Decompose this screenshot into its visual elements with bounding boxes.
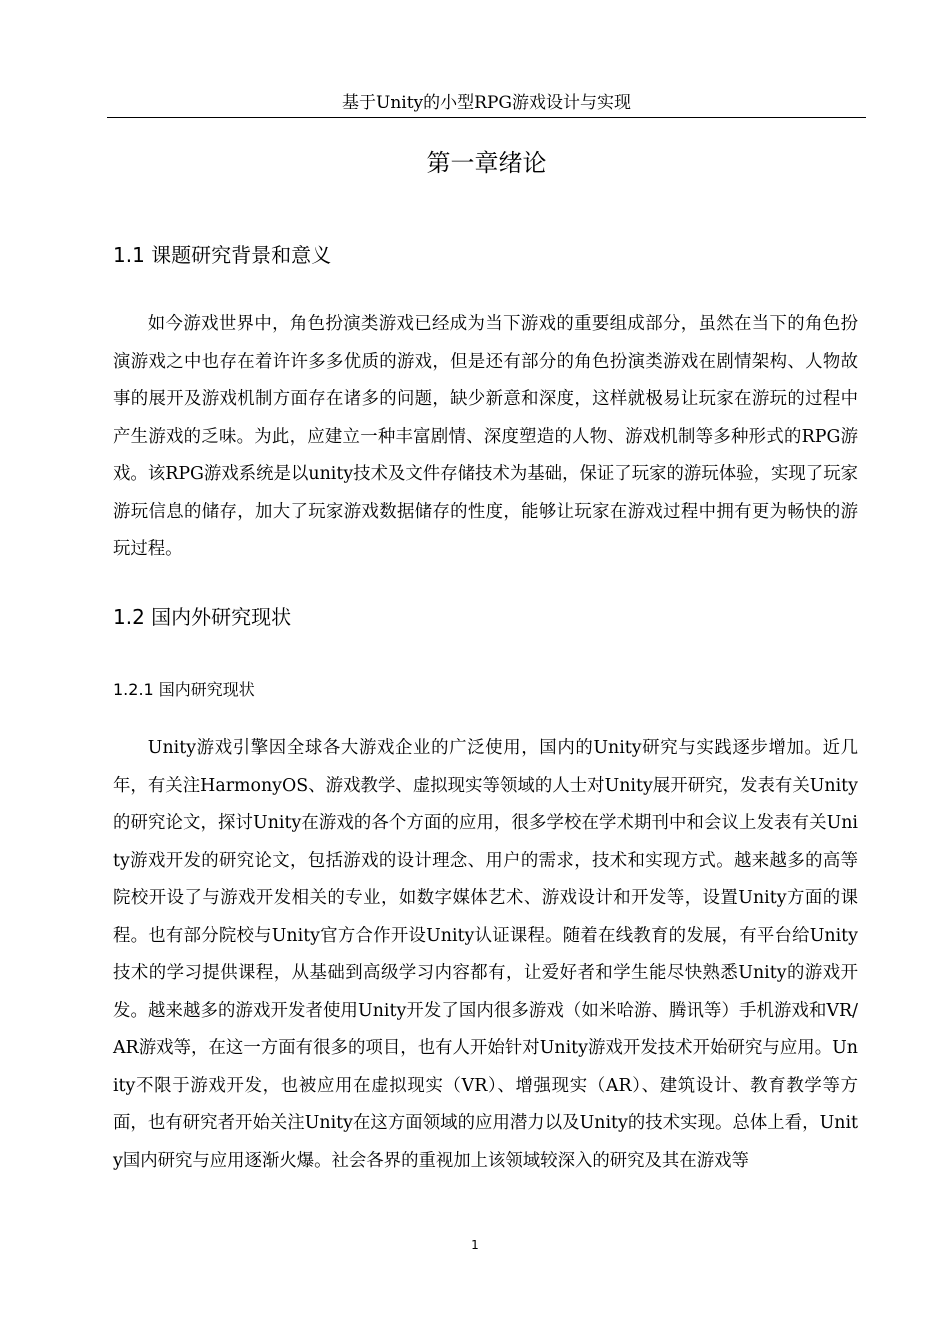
- section-1-1-paragraph: 如今游戏世界中，角色扮演类游戏已经成为当下游戏的重要组成部分，虽然在当下的角色扮演游戏之中也存在着许许多多优质的游戏，但是还有部分的角色扮演类游戏在剧情架构、人物故事的展开及游戏机制方面存在诸多的问题，缺少新意和深度，这样就极易让玩家在游玩的过程中产生游戏的乏味。为此，应建立一种丰富剧情、深度塑造的人物、游戏机制等多种形式的RPG游戏。该RPG游戏系统是以unity技术及文件存储技术为基础，保证了玩家的游玩体验，实现了玩家游玩信息的储存，加大了玩家游戏数据储存的性度，能够让玩家在游戏过程中拥有更为畅快的游玩过程。: [113, 314, 858, 559]
- header-divider: [107, 117, 866, 118]
- section-heading-1-2-1: 1.2.1 国内研究现状: [113, 680, 255, 699]
- section-heading-1-1: 1.1 课题研究背景和意义: [113, 243, 332, 267]
- section-heading-1-2: 1.2 国内外研究现状: [113, 605, 292, 629]
- chapter-title: 第一章绪论: [426, 149, 547, 177]
- page-number: 1: [471, 1238, 479, 1252]
- running-header: 基于Unity的小型RPG游戏设计与实现: [342, 93, 631, 113]
- section-1-2-1-paragraph: Unity游戏引擎因全球各大游戏企业的广泛使用，国内的Unity研究与实践逐步增加。近几年，有关注HarmonyOS、游戏教学、虚拟现实等领域的人士对Unity展开研究，发表有关Unity的研究论文，探讨Unity在游戏的各个方面的应用，很多学校在学术期刊中和会议上发表有关Unity游戏开发的研究论文，包括游戏的设计理念、用户的需求，技术和实现方式。越来越多的高等院校开设了与游戏开发相关的专业，如数字媒体艺术、游戏设计和开发等，设置Unity方面的课程。也有部分院校与Unity官方合作开设Unity认证课程。随着在线教育的发展，有平台给Unity技术的学习提供课程，从基础到高级学习内容都有，让爱好者和学生能尽快熟悉Unity的游戏开发。越来越多的游戏开发者使用Unity开发了国内很多游戏（如米哈游、腾讯等）手机游戏和VR/AR游戏等，在这一方面有很多的项目，也有人开始针对Unity游戏开发技术开始研究与应用。Unity不限于游戏开发，也被应用在虚拟现实（VR）、增强现实（AR）、建筑设计、教育教学等方面，也有研究者开始关注Unity在这方面领域的应用潜力以及Unity的技术实现。总体上看，Unity国内研究与应用逐渐火爆。社会各界的重视加上该领域较深入的研究及其在游戏等: [113, 738, 858, 1171]
